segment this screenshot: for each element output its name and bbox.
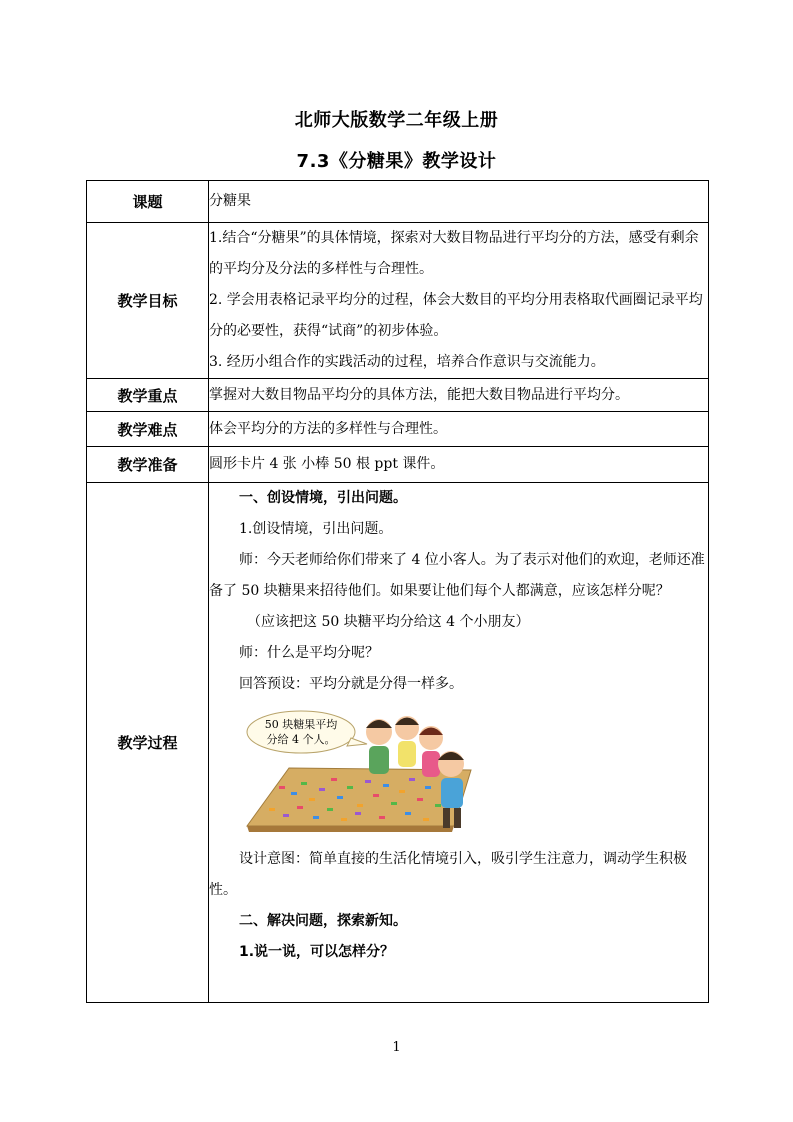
- design-intent: 设计意图：简单直接的生活化情境引入，吸引学生注意力，调动学生积极性。: [209, 851, 687, 898]
- row-topic: [87, 181, 709, 223]
- teacher-line: 师：什么是平均分呢？: [239, 645, 379, 661]
- speech-bubble-tail: [347, 738, 367, 746]
- objective-item: 2. 学会用表格记录平均分的过程，体会大数目的平均分用表格取代画圈记录平均分的必要性，获得“试商”的初步体验。: [209, 292, 703, 339]
- candy-sharing-illustration: [239, 708, 504, 838]
- child-figure: [395, 716, 419, 767]
- preparation-value: 圆形卡片 4 张 小棒 50 根 ppt 课件。: [209, 447, 709, 483]
- step-text: 1.说一说，可以怎样分？: [239, 944, 395, 960]
- answer-line: （应该把这 50 块糖平均分给这 4 个小朋友）: [247, 614, 530, 630]
- table-top: [247, 768, 471, 826]
- objective-item: 1.结合“分糖果”的具体情境，探索对大数目物品进行平均分的方法，感受有剩余的平均分及分法的多样性与合理性。: [209, 230, 699, 277]
- key-point-label: 教学重点: [87, 379, 209, 412]
- lesson-plan-table: [86, 180, 709, 1003]
- bubble-text-line1: 50 块糖果平均: [264, 718, 338, 731]
- document-subtitle: 7.3《分糖果》教学设计: [296, 151, 497, 172]
- difficulty-value: 体会平均分的方法的多样性与合理性。: [209, 412, 709, 447]
- objective-item: 3. 经历小组合作的实践活动的过程，培养合作意识与交流能力。: [209, 354, 605, 370]
- row-objectives: [87, 223, 709, 379]
- table-edge: [247, 826, 454, 832]
- preparation-label: 教学准备: [87, 447, 209, 483]
- section-heading: 二、解决问题，探索新知。: [239, 913, 407, 929]
- process-content: [209, 483, 709, 1003]
- row-difficulty: [87, 412, 709, 447]
- row-key-point: [87, 379, 709, 412]
- document-title: 北师大版数学二年级上册: [294, 110, 499, 131]
- section-heading: 一、创设情境，引出问题。: [239, 490, 407, 506]
- answer-line: 回答预设：平均分就是分得一样多。: [239, 676, 463, 692]
- process-label: 教学过程: [87, 483, 209, 1003]
- topic-label: 课题: [87, 181, 209, 223]
- objectives-content: [209, 223, 709, 379]
- page-number: 1: [392, 1040, 401, 1055]
- bubble-text-line2: 分给 4 个人。: [266, 733, 336, 746]
- row-preparation: [87, 447, 709, 483]
- row-process: [87, 483, 709, 1003]
- topic-value: 分糖果: [209, 181, 709, 223]
- illustration-svg: [239, 708, 504, 838]
- child-figure: [366, 719, 392, 774]
- teacher-line: 师：今天老师给你们带来了 4 位小客人。为了表示对他们的欢迎，老师还准备了 50 块糖果来招待他们。如果要让他们每个人都满意，应该怎样分呢？: [209, 552, 705, 599]
- key-point-value: 掌握对大数目物品平均分的具体方法，能把大数目物品进行平均分。: [209, 379, 709, 412]
- step-text: 1.创设情境，引出问题。: [239, 521, 393, 537]
- objectives-label: 教学目标: [87, 223, 209, 379]
- difficulty-label: 教学难点: [87, 412, 209, 447]
